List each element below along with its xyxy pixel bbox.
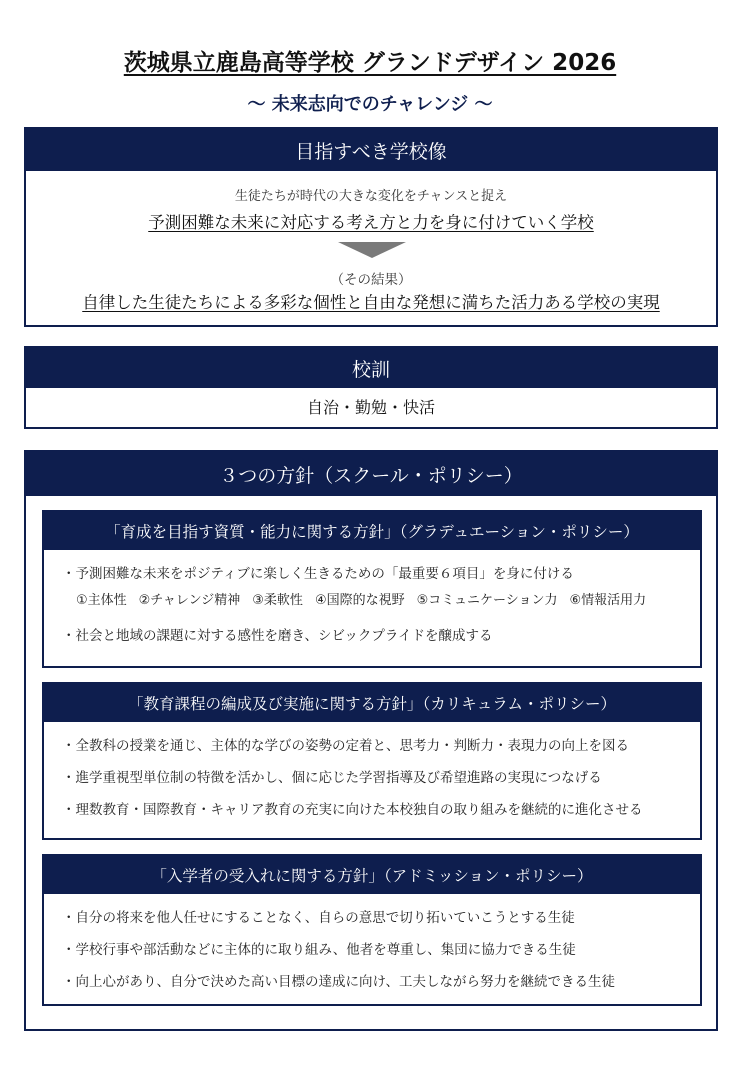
- list-item: ・社会と地域の課題に対する感性を磨き、シビックプライドを醸成する: [62, 628, 493, 644]
- list-item: ・自分の将来を他人任せにすることなく、自らの意思で切り拓いていこうとする生徒: [62, 910, 575, 926]
- curriculum-policy-heading: 「教育課程の編成及び実施に関する方針」（カリキュラム・ポリシー）: [44, 684, 700, 722]
- key-abilities-list: [62, 590, 700, 620]
- key-ability: ②チャレンジ精神: [138, 593, 241, 608]
- ideal-school-box: [24, 127, 718, 327]
- page-subtitle: 〜 未来志向でのチャレンジ 〜: [247, 94, 493, 115]
- admission-policy-box: [42, 854, 702, 1006]
- admission-policy-heading: 「入学者の受入れに関する方針」（アドミッション・ポリシー）: [44, 856, 700, 894]
- ideal-school-result: 自律した生徒たちによる多彩な個性と自由な発想に満ちた活力ある学校の実現: [82, 293, 660, 312]
- list-item: ・学校行事や部活動などに主体的に取り組み、他者を尊重し、集団に協力できる生徒: [62, 942, 576, 958]
- list-item: ・向上心があり、自分で決めた高い目標の達成に向け、工夫しながら努力を継続できる生徒: [62, 974, 615, 990]
- graduation-policy-box: [42, 510, 702, 668]
- ideal-school-heading: 目指すべき学校像: [26, 129, 716, 171]
- key-ability: ④国際的な視野: [314, 593, 405, 608]
- key-ability: ①主体性: [76, 593, 127, 608]
- down-arrow-icon: [338, 242, 406, 258]
- curriculum-policy-box: [42, 682, 702, 840]
- list-item: ・理数教育・国際教育・キャリア教育の充実に向けた本校独自の取り組みを継続的に進化させる: [62, 802, 643, 818]
- page-title: 茨城県立鹿島高等学校 グランドデザイン 2026: [123, 50, 617, 76]
- list-item: ・予測困難な未来をポジティブに楽しく生きるための「最重要６項目」を身に付ける: [62, 566, 574, 582]
- graduation-policy-heading: 「育成を目指す資質・能力に関する方針」（グラデュエーション・ポリシー）: [44, 512, 700, 550]
- list-item: ・全教科の授業を通じ、主体的な学びの姿勢の定着と、思考力・判断力・表現力の向上を図る: [62, 738, 629, 754]
- key-ability: ⑤コミュニケーション力: [416, 593, 558, 608]
- key-ability: ⑥情報活用力: [569, 593, 647, 608]
- ideal-school-note: （その結果）: [330, 272, 412, 288]
- school-motto-text: 自治・勤勉・快活: [306, 398, 435, 417]
- school-policies-box: [24, 450, 718, 1031]
- school-policies-heading: ３つの方針（スクール・ポリシー）: [26, 452, 716, 496]
- key-ability: ③柔軟性: [252, 593, 303, 608]
- school-motto-heading: 校訓: [26, 348, 716, 388]
- ideal-school-lead: 生徒たちが時代の大きな変化をチャンスと捉え: [234, 189, 508, 204]
- list-item: ・進学重視型単位制の特徴を活かし、個に応じた学習指導及び希望進路の実現につなげる: [62, 770, 602, 786]
- ideal-school-main: 予測困難な未来に対応する考え方と力を身に付けていく学校: [148, 213, 594, 232]
- school-motto-box: [24, 346, 718, 429]
